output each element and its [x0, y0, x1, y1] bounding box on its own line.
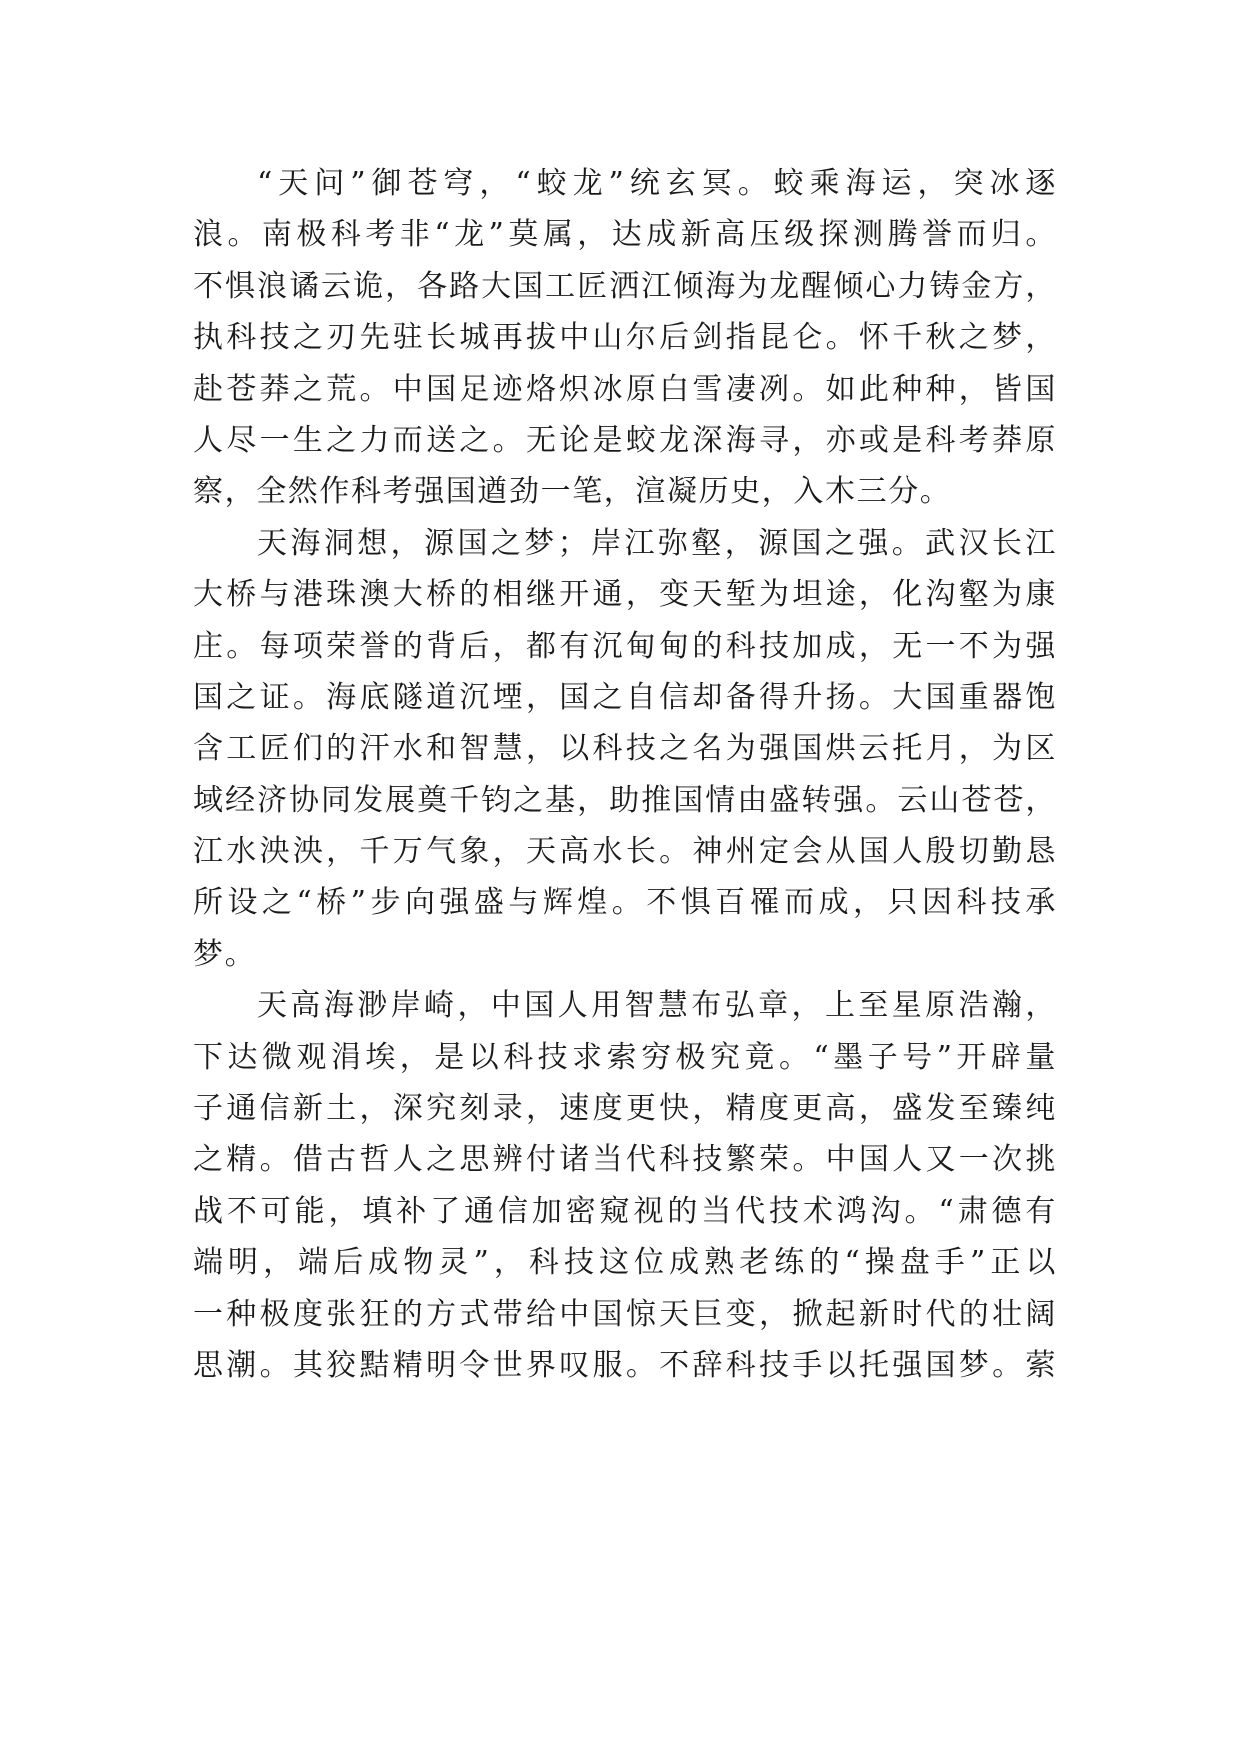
- text-line: 域经济协同发展奠千钧之基，助推国情由盛转强。云山苍苍，: [193, 782, 1057, 818]
- text-line: 一种极度张狂的方式带给中国惊天巨变，掀起新时代的壮阔: [193, 1296, 1057, 1332]
- text-line: 子通信新土，深究刻录，速度更快，精度更高，盛发至臻纯: [193, 1091, 1057, 1127]
- text-line: 之精。借古哲人之思辨付诸当代科技繁荣。中国人又一次挑: [193, 1142, 1057, 1178]
- text-line: 国之证。海底隧道沉堙，国之自信却备得升扬。大国重器饱: [193, 679, 1057, 715]
- text-line: 浪。南极科考非“龙”莫属，达成新高压级探测腾誉而归。: [193, 217, 1057, 253]
- article-body: [193, 158, 1057, 1391]
- text-line: 大桥与港珠澳大桥的相继开通，变天堑为坦途，化沟壑为康: [193, 577, 1057, 613]
- text-line: 天海洞想，源国之梦；岸江弥壑，源国之强。武汉长江: [257, 525, 1057, 561]
- text-line: 人尽一生之力而送之。无论是蛟龙深海寻，亦或是科考莽原: [193, 422, 1057, 458]
- paragraph-2: [193, 518, 1057, 981]
- text-line: 天高海渺岸崎，中国人用智慧布弘章，上至星原浩瀚，: [257, 988, 1057, 1024]
- text-line: 所设之“桥”步向强盛与辉煌。不惧百罹而成，只因科技承: [193, 885, 1057, 921]
- text-line: 不惧浪谲云诡，各路大国工匠洒江倾海为龙醒倾心力铸金方，: [193, 268, 1057, 304]
- text-line: 赴苍莽之荒。中国足迹烙炽冰原白雪凄冽。如此种种，皆国: [193, 371, 1057, 407]
- text-line: “天问”御苍穹，“蛟龙”统玄冥。蛟乘海运，突冰逐: [257, 166, 1057, 201]
- text-line: 执科技之刃先驻长城再拔中山尔后剑指昆仑。怀千秋之梦，: [193, 320, 1057, 356]
- text-line: 含工匠们的汗水和智慧，以科技之名为强国烘云托月，为区: [193, 731, 1057, 767]
- text-line: 江水泱泱，千万气象，天高水长。神州定会从国人殷切勤恳: [193, 834, 1057, 870]
- paragraph-3: [193, 980, 1057, 1391]
- text-line: 下达微观涓埃，是以科技求索穷极究竟。“墨子号”开辟量: [193, 1039, 1057, 1075]
- text-line: 庄。每项荣誉的背后，都有沉甸甸的科技加成，无一不为强: [193, 628, 1057, 664]
- text-line: 战不可能，填补了通信加密窥视的当代技术鸿沟。“肃德有: [193, 1193, 1057, 1229]
- text-line: 思潮。其狡黠精明令世界叹服。不辞科技手以托强国梦。萦: [193, 1347, 1057, 1383]
- text-line: 梦。: [193, 936, 257, 972]
- text-line: 端明，端后成物灵”，科技这位成熟老练的“操盘手”正以: [193, 1245, 1057, 1281]
- paragraph-1: [193, 158, 1057, 518]
- text-line: 察，全然作科考强国遒劲一笔，渲凝历史，入木三分。: [193, 474, 952, 510]
